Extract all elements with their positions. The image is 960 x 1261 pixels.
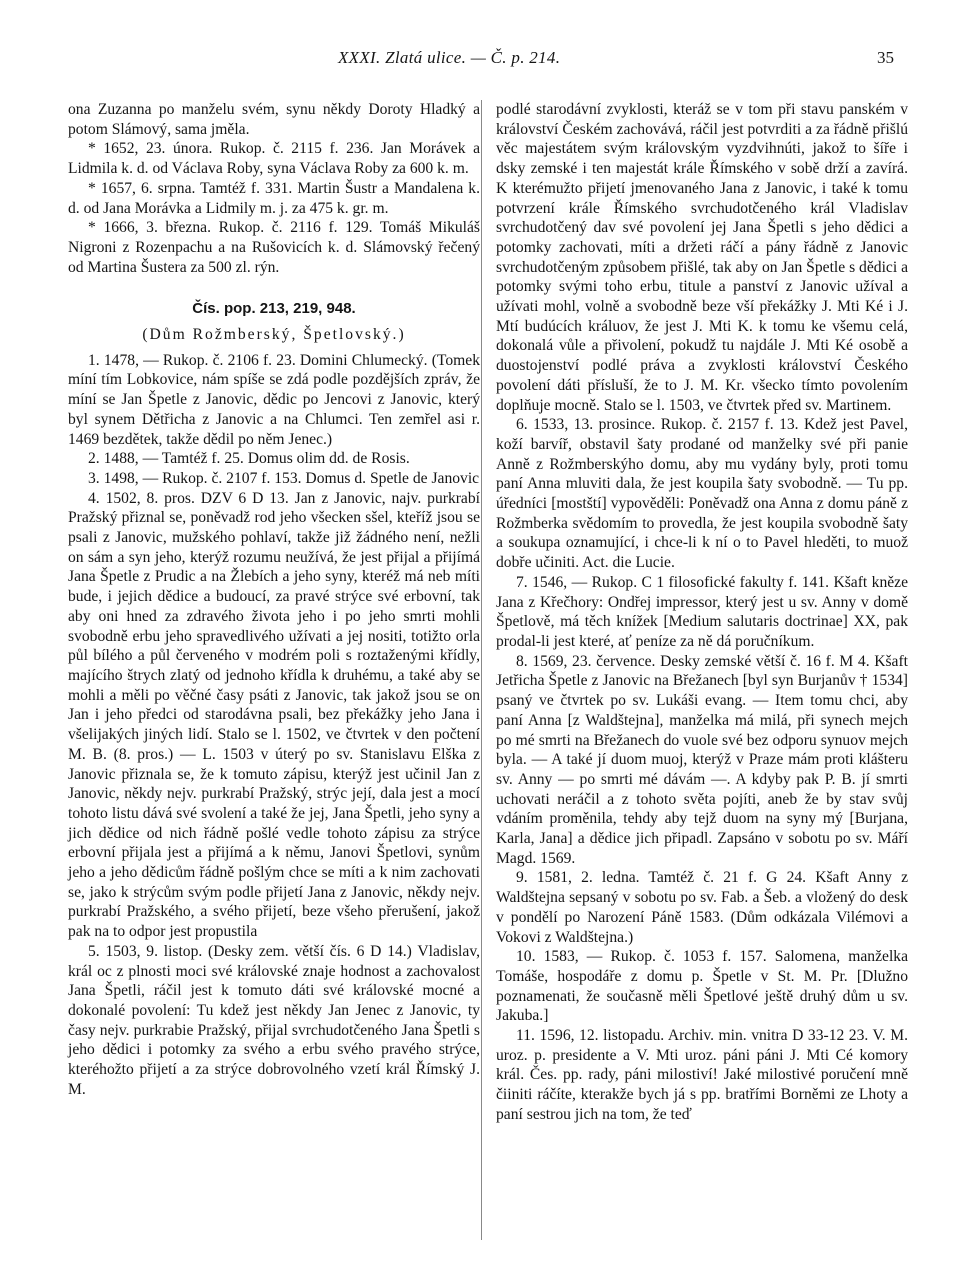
entry: 2. 1488, — Tamtéž f. 25. Domus olim dd. de Rosis.: [88, 450, 410, 468]
entry: 8. 1569, 23. července. Desky zemské větší č. 16 f. M 4. Kšaft Jetřicha Špetle z Janovic na Břežanech [byl syn Burjanův † 1534] psaný ve čtvrtek po sv. Lukáši evang. — Item tomu chci, aby paní Anna [z Waldštejna], manželka má milá, při synech mejch po mé smrti na Břežanech do vuole své bez odporu synuov mejch byla. — A také jí duom muoj, kterýž v Praze mám proti klášteru sv. Anny — po smrti mé dávám —. A kdyby pak P. B. jí smrti uchovati neráčil a z tohoto světa pojíti, aneb že by stav svůj vdáním proměnila, tehdy aby tejž duom na syny mý [Burjana, Karla, Jana] a dědice jich připadl. Zapsáno v sobotu po sv. Máří Magd. 1569.: [496, 652, 908, 867]
entry: 3. 1498, — Rukop. č. 2107 f. 153. Domus d. Spetle de Janovic: [88, 469, 480, 487]
section-heading: Čís. pop. 213, 219, 948.: [192, 300, 356, 318]
entry: 9. 1581, 2. ledna. Tamtéž č. 21 f. G 24. Kšaft Anny z Waldštejna sepsaný v sobotu po sv. Fab. a Šeb. a vložený do desk v pondělí po Narození Páně 1583. (Dům odkázala Vilémovi a Vokovi z Waldštejna.): [496, 869, 908, 946]
page-number: 35: [877, 48, 894, 67]
running-header: [0, 48, 960, 74]
paragraph: podlé starodávní zvyklosti, kteráž se v tom při stavu panském v království Českém zachovává, ráčil jest potvrditi a za řádně přišlú věc majestátem svým královským vyzdvihnúti, jakož to šíře i dsky zemské i ten majestát krále Římského v sobě drží a zavírá. K kterémužto přijetí jmenovaného Jana z Janovic, i také k tomu potvrzení krále Římského svrchudotčeného král Vladislav svrchudotčený dav své povolení jej Jana Špetli s jeho dědici a potomky zachovati, míti a držeti ráčí a pány řádně z Janovic svrchudotčeným způsobem přišlé, tak aby on Jan Špetle s dědici a potomky svými toho erbu, titule a panství z Janovic užíval a užívati mohl, volně a svobodně beze vší překážky J. Mti Ké i J. Mtí budúcích králuov, že jest J. Mti K. k tomu ke všemu celá, dokonalá vůle a přivolení, pokudž tu najdále J. Mti Ké osobě a duostojenství podlé práva a zvyklosti království Českého povolení dáti přísluší, že to J. M. Kr. všecko tímto povolením doplňuje mocně. Stalo se l. 1503, ve čtvrtek před sv. Martinem.: [496, 101, 908, 414]
entry: 5. 1503, 9. listop. (Desky zem. větší čís. 6 D 14.) Vladislav, král oc z plnosti moci své královské znaje hodnost a zachovalost Jana Špetli, ráčil jest k tomuto dáti své královské mocné a dokonalé povolení: Tu kdež jest někdy Jan Jenec z Janovic, ty časy nejv. purkrabie Pražský, přijal svrchudotčeného Jana Špetli s jeho dědici i potomky za svého a erbu svého pravého strýce, kteréhožto přijetí a za strýce dobrovolného vzetí král Římský J. M.: [68, 942, 480, 1098]
entry: 7. 1546, — Rukop. C 1 filosofické fakulty f. 141. Kšaft kněze Jana z Křečhory: Ondřej impressor, který jest u sv. Anny v domě Špetlově, má těch knížek [Medium salutaris doctrinae] XX, pak prodal-li jest které, ať peníze za ně dá poručníkum.: [496, 573, 908, 650]
paragraph: * 1652, 23. února. Rukop. č. 2115 f. 236. Jan Morávek a Lidmila k. d. od Václava Roby, syna Václava Roby za 600 k. m.: [68, 140, 480, 178]
entry: 4. 1502, 8. pros. DZV 6 D 13. Jan z Janovic, najv. purkrabí Pražský přiznal se, poněvadž rod jeho všecken sšel, kteříž jsou se psali z Janovic, mužského pohlaví, takže již žádného není, nežli on sám a syn jeho, kterýž rozumu neužívá, že jest přijal a přijímá Jana Špetle z Prudic a na Žlebích a jeho syny, kteréž má neb míti bude, i jejich dědice a budoucí, za pravé strýce své erbovní, tak aby oni hned za zdravého života jeho i po jeho smrti mohli svobodně erbu jeho spravedlivého užívati a jej nositi, totižto orla půl bílého a půl červeného v modrém poli s roztaženými křídly, majícího štrych zlatý od jednoho křídla k druhému, a také aby se mohli a měli po věčné časy psáti z Janovic, tak jakož jsou se on Jan i jeho předci od starodávna psali, bez překážky jeho Jana i všelijakých jiných lidí. Stalo se l. 1502, ve čtvrtek v den počtení M. B. (8. pros.) — L. 1503 v úterý po sv. Stanislavu Elška z Janovic přiznala se, že k tomuto zápisu, kterýž jest učinil Jan z Janovic, někdy nejv. purkrabí Pražský, strýc její, dala jest a mocí tohoto listu dává své svolení a také že jej, Jana Špetli, jeho syny a jich dědice od nich řádně pošlé vedle tohoto zápisu za strýce erbovní přijala jest a přijímá a k němu, Janovi Špetlovi, synům jeho a jeho dědicům řádně pošlým chce se míti a k nim zachovati se, jako k strýcům svým podle přijetí Jana z Janovic, někdy nejv. purkrabí Pražského, a svého přijetí, beze všeho přerušení, jakož pak na to odpor jest propustila: [68, 489, 480, 941]
paragraph: ona Zuzanna po manželu svém, synu někdy Doroty Hladký a potom Slámový, sama jměla.: [68, 101, 480, 138]
entry: 10. 1583, — Rukop. č. 1053 f. 157. Salomena, manželka Tomáše, hospodáře z domu p. Špetle v St. M. Pr. [Dlužno poznamenati, že současně měli Špetlové ještě druhý dům u sv. Jakuba.]: [496, 948, 908, 1025]
left-column: [68, 100, 480, 1099]
column-divider: [481, 100, 482, 1240]
entry: 6. 1533, 13. prosince. Rukop. č. 2157 f. 13. Kdež jest Pavel, koží barvíř, obstavil šaty prodané od manželky své při panie Anně z Rožmberskýho domu, aby mu vydány byly, proti tomu paní Anna mluviti dala, že jest koupila šaty svobodně. — Tu pp. úředníci [mostští] vypověděli: Poněvadž ona Anna z domu páně z Rožmberka svědomím to provedla, že jest koupila svobodně šaty a soukupa oznamující, i chce-li k ní o to Pavel hleděti, to muož dobře učiniti. Act. die Lucie.: [496, 416, 908, 572]
entry: 1. 1478, — Rukop. č. 2106 f. 23. Domini Chlumecký. (Tomek míní tím Lobkovice, nám spíše se zdá podle pozdějších zpráv, že míní se Jan Špetle z Janovic, dědic po Jencovi z Janovic, který byl synem Dětřicha z Janovic a na Chlumci. Ten zemřel asi r. 1469 bezdětek, takže dědil po něm Jenec.): [68, 351, 480, 448]
entry: 11. 1596, 12. listopadu. Archiv. min. vnitra D 33-12 23. V. M. uroz. p. presidente a V. Mti uroz. páni páni J. Mti Cé komory král. Čes. pp. rady, páni milostiví! Jaké milostivé poručení mně čiiniti ráčíte, kterakže bych já s pp. bratřími Borněmi ze Lhoty a paní sestrou jich na tom, že teď: [496, 1027, 908, 1123]
running-title: XXXI. Zlatá ulice. — Č. p. 214.: [338, 48, 561, 67]
section-subheading: (Dům Rožmberský, Špetlovský.): [142, 326, 406, 344]
paragraph: * 1666, 3. března. Rukop. č. 2116 f. 129. Tomáš Mikuláš Nigroni z Rozenpachu a na Rušovicích k. d. Slámovský řečený od Martina Šustera za 500 zl. rýn.: [68, 219, 480, 276]
right-column: [496, 100, 908, 1125]
paragraph: * 1657, 6. srpna. Tamtéž f. 331. Martin Šustr a Mandalena k. d. od Jana Morávka a Lidmily m. j. za 475 k. gr. m.: [68, 179, 480, 217]
